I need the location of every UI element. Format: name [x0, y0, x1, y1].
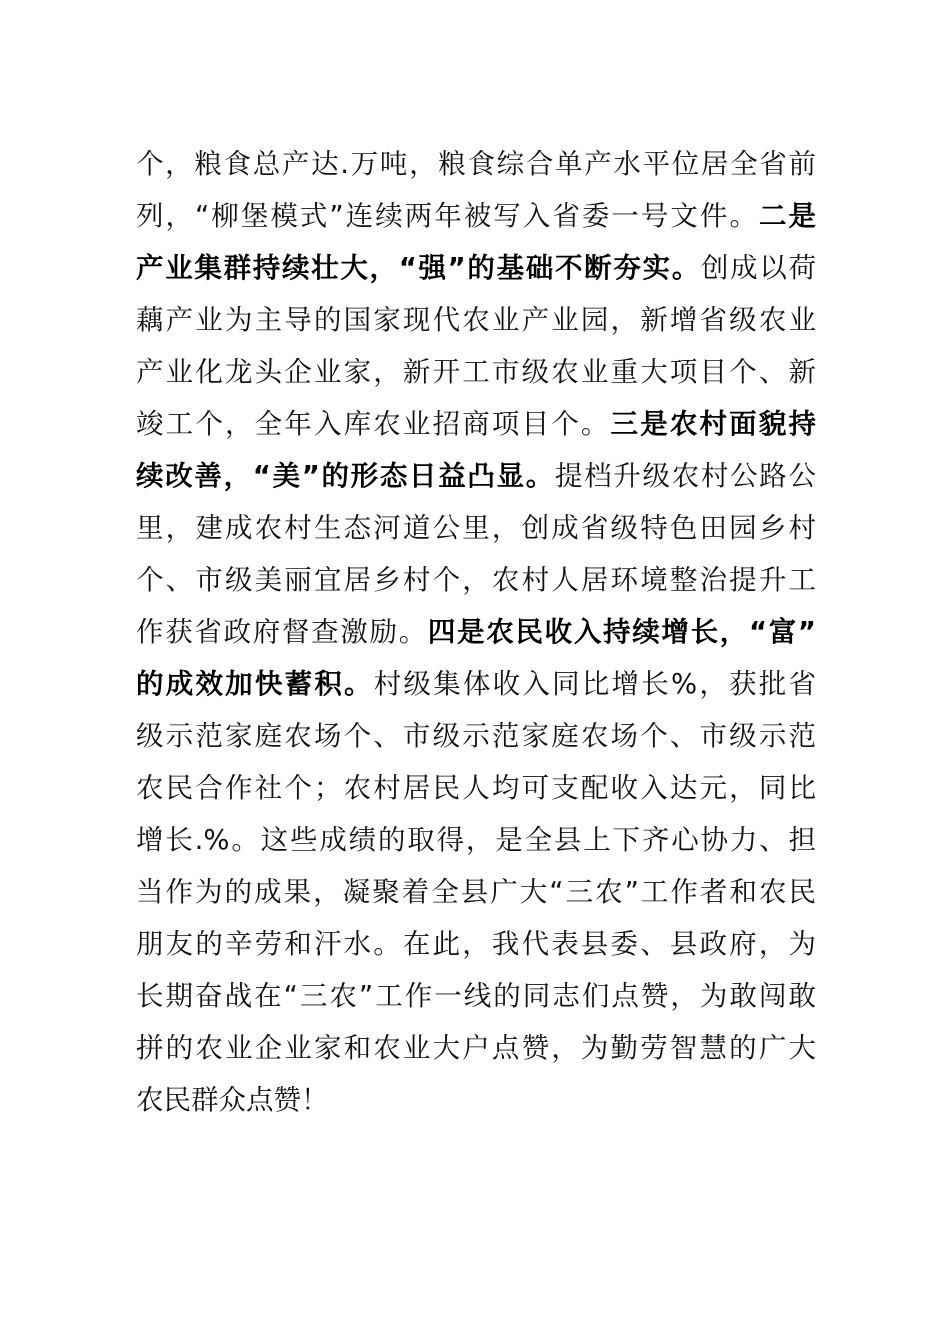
bold-text-segment: 产业集群持续壮大，“强”的基础不断夯实。 — [136, 252, 701, 284]
bold-text-segment: 的成效加快蓄积。 — [136, 668, 374, 700]
text-segment: 竣工个，全年入库农业招商项目个。 — [136, 408, 611, 440]
text-segment: 个、市级美丽宜居乡村个，农村人居环境整治提升工 — [136, 564, 816, 596]
text-line — [136, 658, 816, 710]
bold-text-segment: 四是农民收入持续增长，“富” — [427, 616, 816, 648]
text-line — [136, 398, 816, 450]
text-line — [136, 1022, 816, 1074]
text-segment: 个，粮食总产达.万吨，粮食综合单产水平位居全省前 — [136, 148, 816, 180]
text-line — [136, 918, 816, 970]
text-segment: 拼的农业企业家和农业大户点赞，为勤劳智慧的广大 — [136, 1032, 816, 1064]
text-segment: 级示范家庭农场个、市级示范家庭农场个、市级示范 — [136, 720, 816, 752]
bold-text-segment: 三是农村面貌持 — [610, 408, 817, 440]
text-segment: 当作为的成果，凝聚着全县广大“三农”工作者和农民 — [136, 876, 816, 908]
body-paragraph — [136, 138, 816, 1126]
bold-text-segment: 二是 — [758, 200, 817, 232]
text-segment: 里，建成农村生态河道公里，创成省级特色田园乡村 — [136, 512, 816, 544]
text-line — [136, 138, 816, 190]
text-segment: 朋友的辛劳和汗水。在此，我代表县委、县政府，为 — [136, 928, 816, 960]
text-segment: 创成以荷 — [700, 252, 817, 284]
text-segment: 产业化龙头企业家，新开工市级农业重大项目个、新 — [136, 356, 816, 388]
text-line — [136, 242, 816, 294]
text-segment: 提档升级农村公路公 — [554, 460, 816, 492]
text-segment: 农民合作社个；农村居民人均可支配收入达元，同比 — [136, 772, 816, 804]
text-segment: 村级集体收入同比增长%，获批省 — [373, 668, 817, 700]
text-segment: 列，“柳堡模式”连续两年被写入省委一号文件。 — [136, 200, 759, 232]
text-line — [136, 190, 816, 242]
text-segment: 农民群众点赞！ — [136, 1084, 329, 1116]
text-line — [136, 606, 816, 658]
text-segment: 长期奋战在“三农”工作一线的同志们点赞，为敢闯敢 — [136, 980, 816, 1012]
text-line — [136, 346, 816, 398]
text-line — [136, 450, 816, 502]
text-line — [136, 554, 816, 606]
text-line — [136, 814, 816, 866]
document-page — [136, 138, 816, 1126]
text-line — [136, 294, 816, 346]
bold-text-segment: 续改善，“美”的形态日益凸显。 — [136, 460, 555, 492]
text-segment: 作获省政府督查激励。 — [136, 616, 428, 648]
text-segment: 增长.%。这些成绩的取得，是全县上下齐心协力、担 — [136, 824, 816, 856]
text-line — [136, 762, 816, 814]
text-line — [136, 502, 816, 554]
text-line — [136, 970, 816, 1022]
text-line — [136, 866, 816, 918]
text-line — [136, 1074, 816, 1126]
text-segment: 藕产业为主导的国家现代农业产业园，新增省级农业 — [136, 304, 816, 336]
text-line — [136, 710, 816, 762]
